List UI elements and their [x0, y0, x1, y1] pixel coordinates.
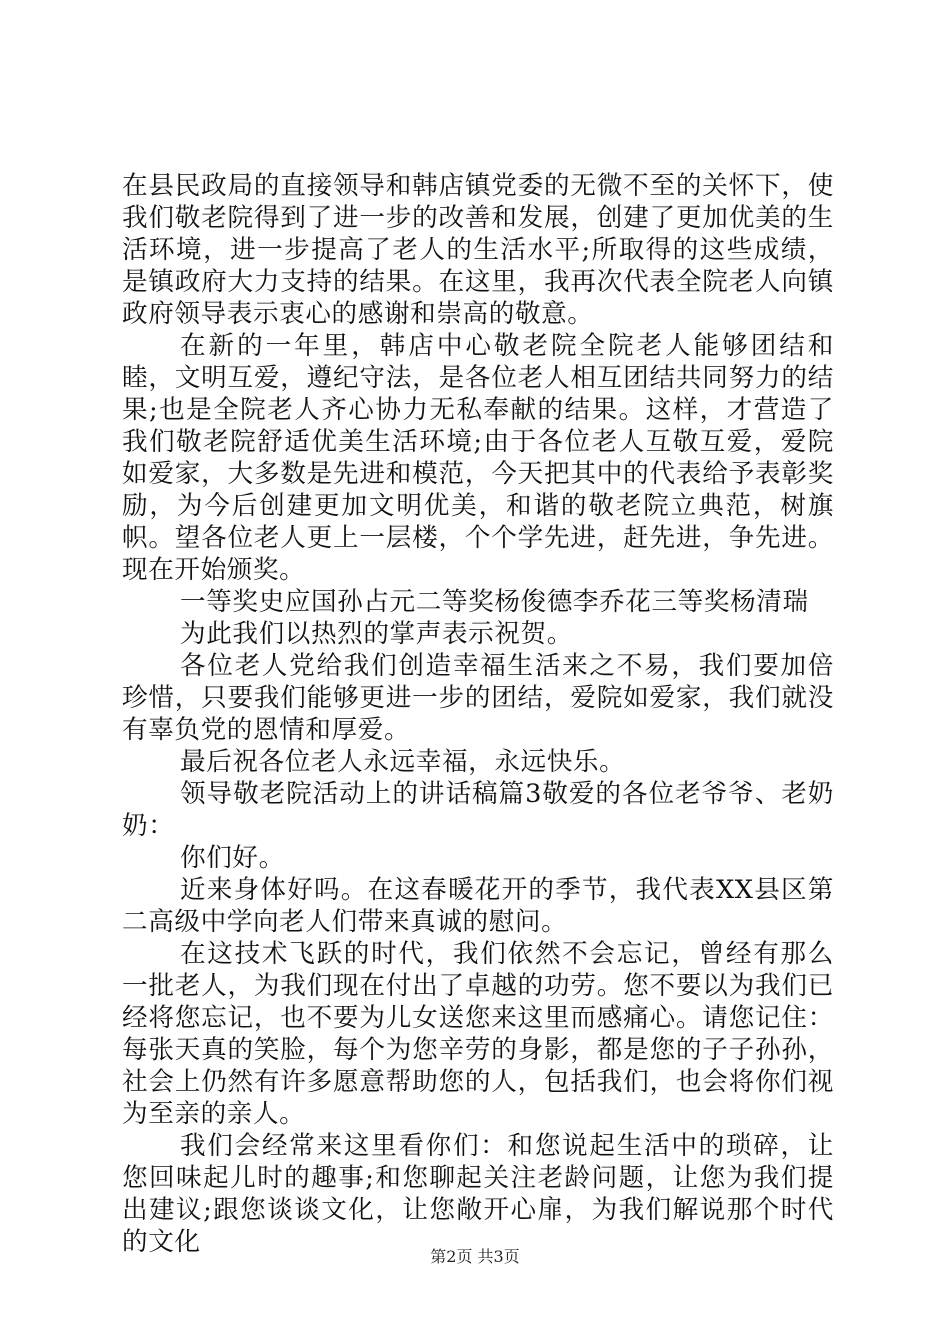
- paragraph-wishes: 最后祝各位老人永远幸福，永远快乐。: [180, 747, 626, 777]
- paragraph-applause: 为此我们以热烈的掌声表示祝贺。: [180, 619, 573, 649]
- paragraph-9: 近来身体好吗。在这春暖花开的季节，我代表XX县区第二高级中学向老人们带来真诚的慰问。: [122, 875, 834, 937]
- paragraph-awards: 一等奖史应国孙占元二等奖杨俊德李乔花三等奖杨清瑞: [180, 587, 809, 617]
- paragraph-2: 在新的一年里，韩店中心敬老院全院老人能够团结和睦，文明互爱，遵纪守法，是各位老人相互团结共同努力的结果;也是全院老人齐心协力无私奉献的结果。这样，才营造了我们敬老院舒适优美生活环境;由于各位老人互敬互爱，爱院如爱家，大多数是先进和模范，今天把其中的代表给予表彰奖励，为今后创建更加文明优美，和谐的敬老院立典范，树旗帜。望各位老人更上一层楼，个个学先进，赶先进，争先进。现在开始颁奖。: [122, 331, 834, 585]
- paragraph-11: 我们会经常来这里看你们：和您说起生活中的琐碎，让您回味起儿时的趣事;和您聊起关注老龄问题，让您为我们提出建议;跟您谈谈文化，让您敞开心扉，为我们解说那个时代的文化: [122, 1131, 834, 1257]
- page-number-footer: 第2页 共3页: [430, 1247, 520, 1266]
- paragraph-speech-3-title: 领导敬老院活动上的讲话稿篇3敬爱的各位老爷爷、老奶奶：: [122, 779, 834, 841]
- paragraph-1: 在县民政局的直接领导和韩店镇党委的无微不至的关怀下，使我们敬老院得到了进一步的改善和发展，创建了更加优美的生活环境，进一步提高了老人的生活水平;所取得的这些成绩，是镇政府大力支持的结果。在这里，我再次代表全院老人向镇政府领导表示衷心的感谢和崇高的敬意。: [122, 171, 834, 329]
- paragraph-10: 在这技术飞跃的时代，我们依然不会忘记，曾经有那么一批老人，为我们现在付出了卓越的功劳。您不要以为我们已经将您忘记，也不要为儿女送您来这里而感痛心。请您记住：每张天真的笑脸，每个为您辛劳的身影，都是您的子子孙孙，社会上仍然有许多愿意帮助您的人，包括我们，也会将你们视为至亲的亲人。: [122, 939, 834, 1129]
- document-body: [122, 170, 834, 1258]
- paragraph-5: 各位老人党给我们创造幸福生活来之不易，我们要加倍珍惜，只要我们能够更进一步的团结，爱院如爱家，我们就没有辜负党的恩情和厚爱。: [122, 651, 834, 745]
- paragraph-greeting: 你们好。: [180, 843, 285, 873]
